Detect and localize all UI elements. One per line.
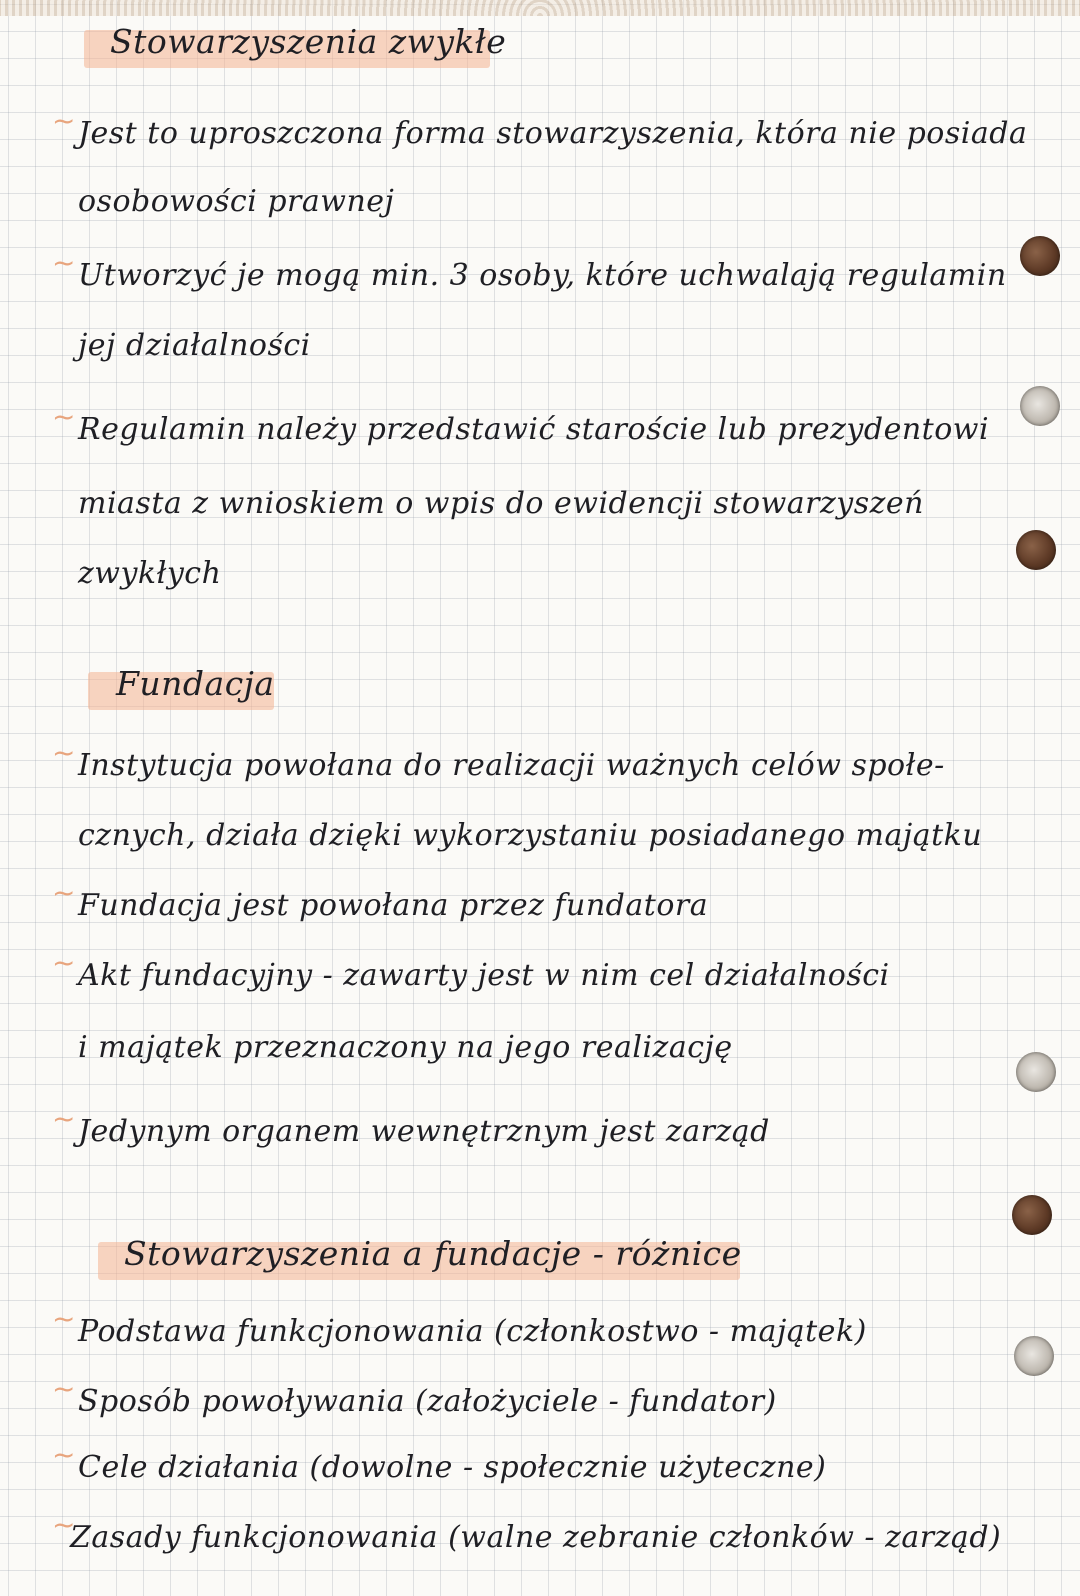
section-heading <box>124 1234 742 1273</box>
bullet-icon: ~ <box>52 1372 76 1405</box>
binder-hole-icon <box>1020 386 1060 426</box>
note-line: Akt fundacyjny - zawarty jest w nim cel działalności <box>78 958 890 993</box>
section-heading <box>116 664 275 703</box>
section-heading <box>110 22 506 61</box>
note-line: Zasady funkcjonowania (walne zebranie członków - zarząd) <box>70 1520 1002 1555</box>
note-line: zwykłych <box>78 556 222 591</box>
bullet-icon: ~ <box>52 876 76 909</box>
note-line: i majątek przeznaczony na jego realizację <box>78 1030 733 1065</box>
binder-hole-icon <box>1012 1195 1052 1235</box>
note-line: Jedynym organem wewnętrznym jest zarząd <box>78 1114 770 1149</box>
heading-text: Stowarzyszenia zwykłe <box>110 22 507 61</box>
bullet-icon: ~ <box>52 1508 76 1541</box>
binder-hole-icon <box>1016 530 1056 570</box>
note-line: cznych, działa dzięki wykorzystaniu posiadanego majątku <box>78 818 983 853</box>
binder-hole-icon <box>1020 236 1060 276</box>
binder-hole-icon <box>1016 1052 1056 1092</box>
lace-doily-edge <box>0 0 1080 16</box>
note-line: Instytucja powołana do realizacji ważnych celów społe- <box>78 748 945 783</box>
note-line: miasta z wnioskiem o wpis do ewidencji stowarzyszeń <box>78 486 925 521</box>
bullet-icon: ~ <box>52 736 76 769</box>
bullet-icon: ~ <box>52 104 76 137</box>
heading-text: Fundacja <box>116 664 275 703</box>
bullet-icon: ~ <box>52 400 76 433</box>
note-line: Jest to uproszczona forma stowarzyszenia, która nie posiada <box>78 116 1028 151</box>
note-line: Cele działania (dowolne - społecznie użyteczne) <box>78 1450 827 1485</box>
note-line: Fundacja jest powołana przez fundatora <box>78 888 709 923</box>
note-line: Podstawa funkcjonowania (członkostwo - majątek) <box>78 1314 867 1349</box>
note-line: Sposób powoływania (założyciele - fundator) <box>78 1384 777 1419</box>
bullet-icon: ~ <box>52 946 76 979</box>
note-line: Utworzyć je mogą min. 3 osoby, które uchwalają regulamin <box>78 258 1007 293</box>
note-line: jej działalności <box>78 328 311 363</box>
bullet-icon: ~ <box>52 1438 76 1471</box>
bullet-icon: ~ <box>52 1102 76 1135</box>
heading-text: Stowarzyszenia a fundacje - różnice <box>124 1234 742 1273</box>
bullet-icon: ~ <box>52 1302 76 1335</box>
note-line: Regulamin należy przedstawić staroście lub prezydentowi <box>78 412 990 447</box>
note-line: osobowości prawnej <box>78 184 395 219</box>
binder-hole-icon <box>1014 1336 1054 1376</box>
bullet-icon: ~ <box>52 246 76 279</box>
